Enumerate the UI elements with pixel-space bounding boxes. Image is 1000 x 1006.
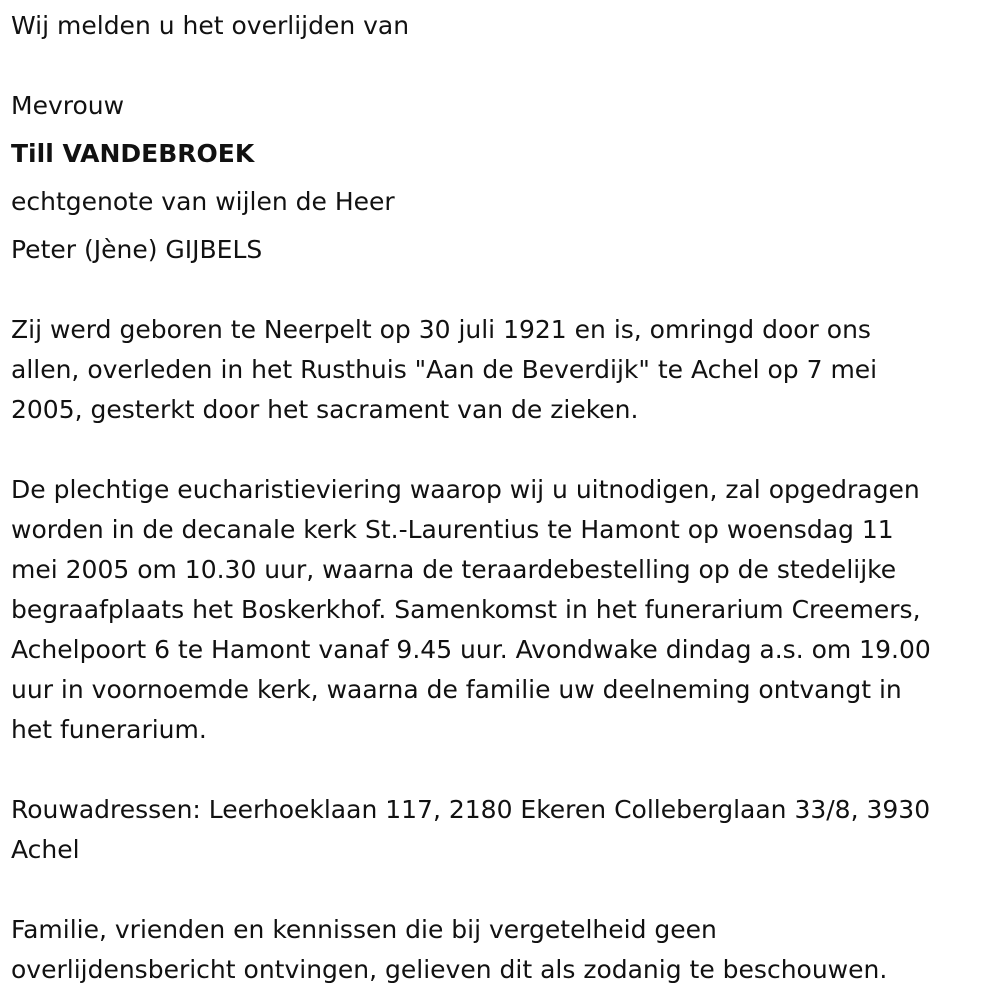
intro-text: Wij melden u het overlijden van — [11, 11, 410, 40]
paragraph-line: 2005, gesterkt door het sacrament van de zieken. — [11, 395, 639, 424]
paragraph-line: Familie, vrienden en kennissen die bij vergetelheid geen — [11, 915, 717, 944]
paragraph-line: uur in voornoemde kerk, waarna de familie uw deelneming ontvangt in — [11, 675, 902, 704]
honorific: Mevrouw — [11, 91, 125, 120]
paragraph-line: mei 2005 om 10.30 uur, waarna de teraardebestelling op de stedelijke — [11, 555, 897, 584]
deceased-name: Till VANDEBROEK — [11, 139, 255, 168]
spouse-label: echtgenote van wijlen de Heer — [11, 187, 395, 216]
paragraph-line: worden in de decanale kerk St.-Laurentius te Hamont op woensdag 11 — [11, 515, 894, 544]
paragraph-line: Achelpoort 6 te Hamont vanaf 9.45 uur. Avondwake dindag a.s. om 19.00 — [11, 635, 931, 664]
paragraph-line: begraafplaats het Boskerkhof. Samenkomst in het funerarium Creemers, — [11, 595, 921, 624]
paragraph-line: overlijdensbericht ontvingen, gelieven dit als zodanig te beschouwen. — [11, 955, 888, 984]
paragraph-line: Zij werd geboren te Neerpelt op 30 juli 1921 en is, omringd door ons — [11, 315, 871, 344]
paragraph-line: Rouwadressen: Leerhoeklaan 117, 2180 Ekeren Colleberglaan 33/8, 3930 — [11, 795, 931, 824]
paragraph-line: het funerarium. — [11, 715, 207, 744]
spouse-name: Peter (Jène) GIJBELS — [11, 235, 263, 264]
paragraph-line: De plechtige eucharistieviering waarop wij u uitnodigen, zal opgedragen — [11, 475, 920, 504]
paragraph-line: allen, overleden in het Rusthuis "Aan de Beverdijk" te Achel op 7 mei — [11, 355, 878, 384]
paragraph-line: Achel — [11, 835, 80, 864]
